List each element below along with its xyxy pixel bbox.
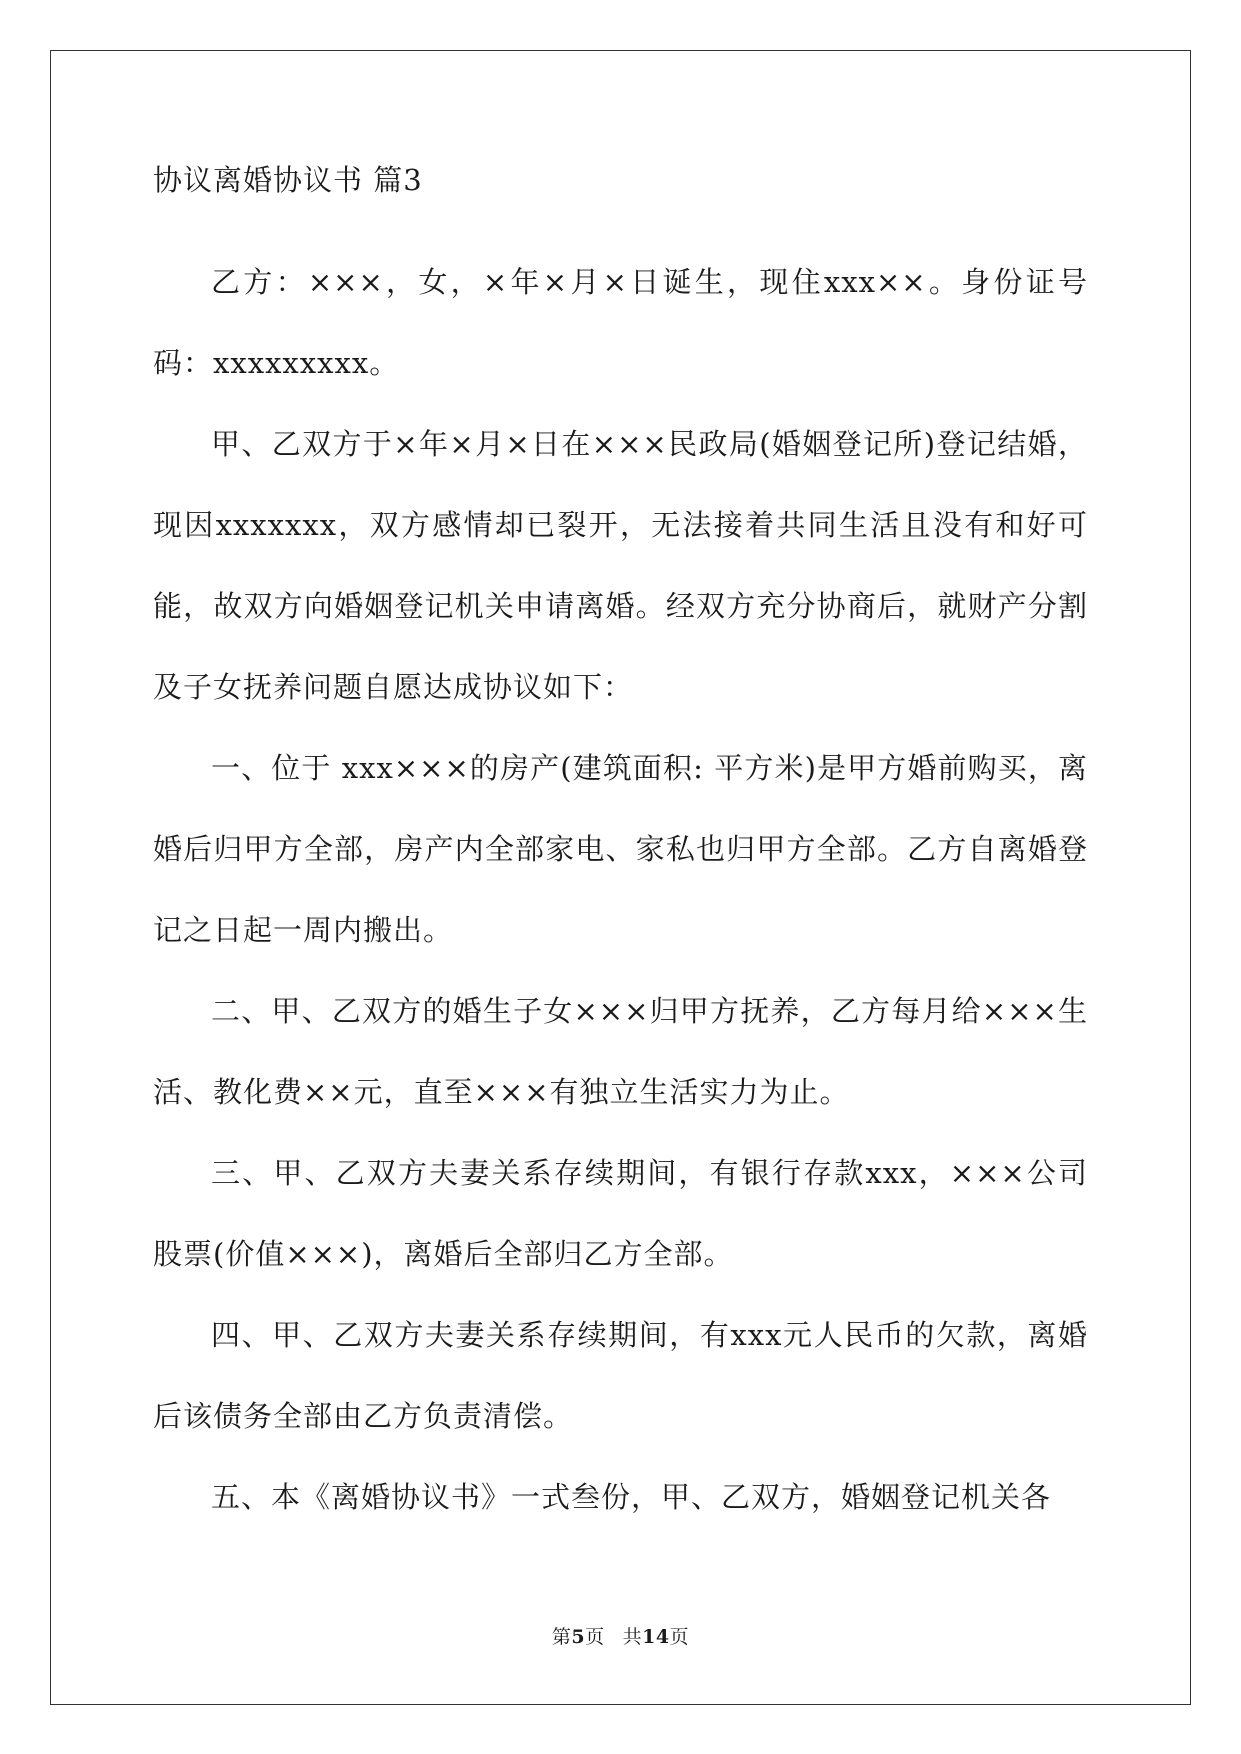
paragraph-marriage-background: 甲、乙双方于×年×月×日在×××民政局(婚姻登记所)登记结婚，现因xxxxxxx，双方感情却已裂开，无法接着共同生活且没有和好可能，故双方向婚姻登记机关申请离婚。经双方充分协商后，就财产分割及子女抚养问题自愿达成协议如下： bbox=[153, 427, 1088, 704]
paragraph-party-b: 乙方：×××，女，×年×月×日诞生，现住xxx××。身份证号码：xxxxxxxxx。 bbox=[153, 265, 1088, 380]
paragraph-clause-3-deposits: 三、甲、乙双方夫妻关系存续期间，有银行存款xxx，×××公司股票(价值×××)，离婚后全部归乙方全部。 bbox=[153, 1156, 1088, 1271]
document-body bbox=[153, 242, 1088, 1538]
paragraph-clause-5-copies: 五、本《离婚协议书》一式叁份，甲、乙双方，婚姻登记机关各 bbox=[211, 1480, 1052, 1514]
document-content bbox=[153, 160, 1088, 1538]
total-label-suffix: 页 bbox=[669, 1626, 690, 1648]
document-heading: 协议离婚协议书 篇3 bbox=[153, 163, 423, 197]
paragraph-clause-2-custody: 二、甲、乙双方的婚生子女×××归甲方抚养，乙方每月给×××生活、教化费××元，直至×××有独立生活实力为止。 bbox=[153, 994, 1088, 1109]
total-pages: 14 bbox=[642, 1626, 670, 1648]
page-footer bbox=[0, 1625, 1241, 1649]
page-label-prefix: 第 bbox=[551, 1626, 572, 1648]
page-label-suffix: 页 bbox=[585, 1626, 605, 1648]
paragraph-clause-1-property: 一、位于 xxx×××的房产(建筑面积: 平方米)是甲方婚前购买，离婚后归甲方全部，房产内全部家电、家私也归甲方全部。乙方自离婚登记之日起一周内搬出。 bbox=[153, 751, 1088, 947]
total-label-prefix: 共 bbox=[622, 1626, 643, 1648]
paragraph-clause-4-debt: 四、甲、乙双方夫妻关系存续期间，有xxx元人民币的欠款，离婚后该债务全部由乙方负责清偿。 bbox=[153, 1318, 1088, 1433]
page-number: 5 bbox=[571, 1626, 586, 1648]
